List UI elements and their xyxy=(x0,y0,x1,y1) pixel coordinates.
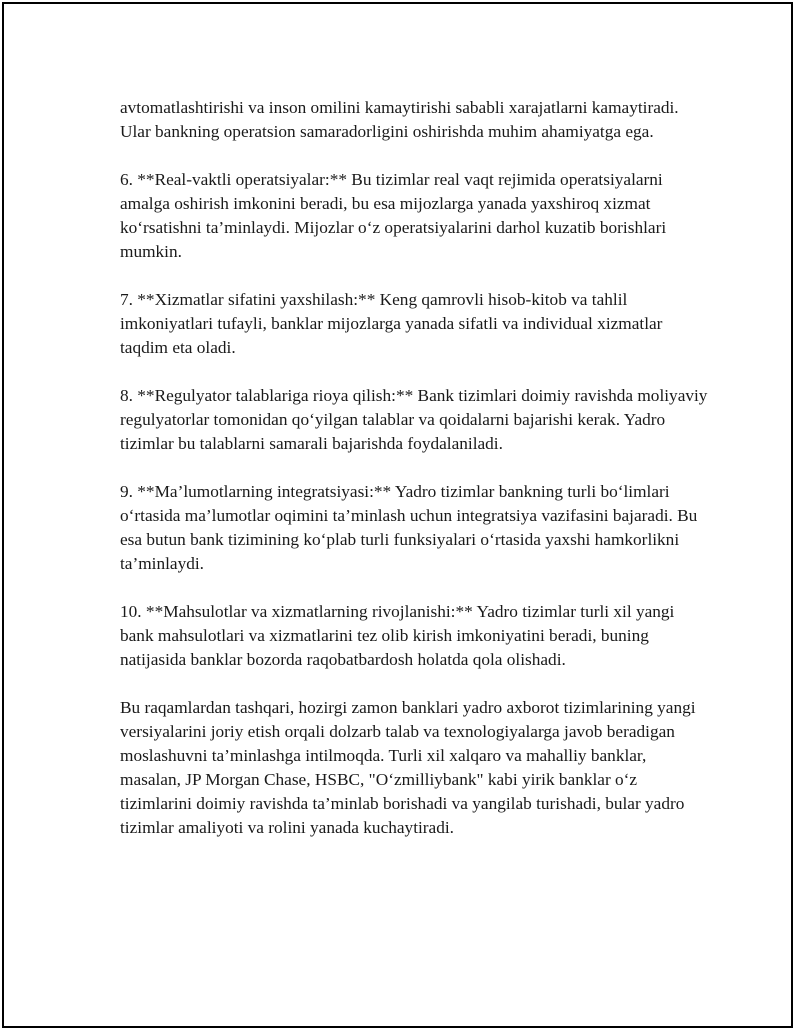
page-frame xyxy=(2,2,793,1028)
paragraph-continuation: avtomatlashtirishi va inson omilini kamaytirishi sababli xarajatlarni kamaytiradi. Ular bankning operatsion samaradorligini oshirishda muhim ahamiyatga ega. xyxy=(120,98,679,141)
paragraph-item-8: 8. **Regulyator talablariga rioya qilish:** Bank tizimlari doimiy ravishda moliyaviy regulyatorlar tomonidan qo‘yilgan talablar va qoidalarni bajarishi kerak. Yadro tizimlar bu talablarni samarali bajarishda foydalaniladi. xyxy=(120,386,708,453)
paragraph-item-10: 10. **Mahsulotlar va xizmatlarning rivojlanishi:** Yadro tizimlar turli xil yangi bank mahsulotlari va xizmatlarini tez olib kirish imkoniyatini beradi, buning natijasida banklar bozorda raqobatbardosh holatda qola olishadi. xyxy=(120,602,675,669)
page-body xyxy=(120,96,710,840)
paragraph-conclusion: Bu raqamlardan tashqari, hozirgi zamon banklari yadro axborot tizimlarining yangi versiyalarini joriy etish orqali dolzarb talab va texnologiyalarga javob beradigan moslashuvni ta’minlashga intilmoqda. Turli xil xalqaro va mahalliy banklar, masalan, JP Morgan Chase, HSBC, "O‘zmilliybank" kabi yirik banklar o‘z tizimlarini doimiy ravishda ta’minlab borishadi va yangilab turishadi, bular yadro tizimlar amaliyoti va rolini yanada kuchaytiradi. xyxy=(120,698,696,837)
paragraph-item-7: 7. **Xizmatlar sifatini yaxshilash:** Keng qamrovli hisob-kitob va tahlil imkoniyatlari tufayli, banklar mijozlarga yanada sifatli va individual xizmatlar taqdim eta oladi. xyxy=(120,290,663,357)
paragraph-item-9: 9. **Ma’lumotlarning integratsiyasi:** Yadro tizimlar bankning turli bo‘limlari o‘rtasida ma’lumotlar oqimini ta’minlash uchun integratsiya vazifasini bajaradi. Bu esa butun bank tizimining ko‘plab turli funksiyalari o‘rtasida yaxshi hamkorlikni ta’minlaydi. xyxy=(120,482,698,573)
paragraph-item-6: 6. **Real-vaktli operatsiyalar:** Bu tizimlar real vaqt rejimida operatsiyalarni amalga oshirish imkonini beradi, bu esa mijozlarga yanada yaxshiroq xizmat ko‘rsatishni ta’minlaydi. Mijozlar o‘z operatsiyalarini darhol kuzatib borishlari mumkin. xyxy=(120,170,667,261)
